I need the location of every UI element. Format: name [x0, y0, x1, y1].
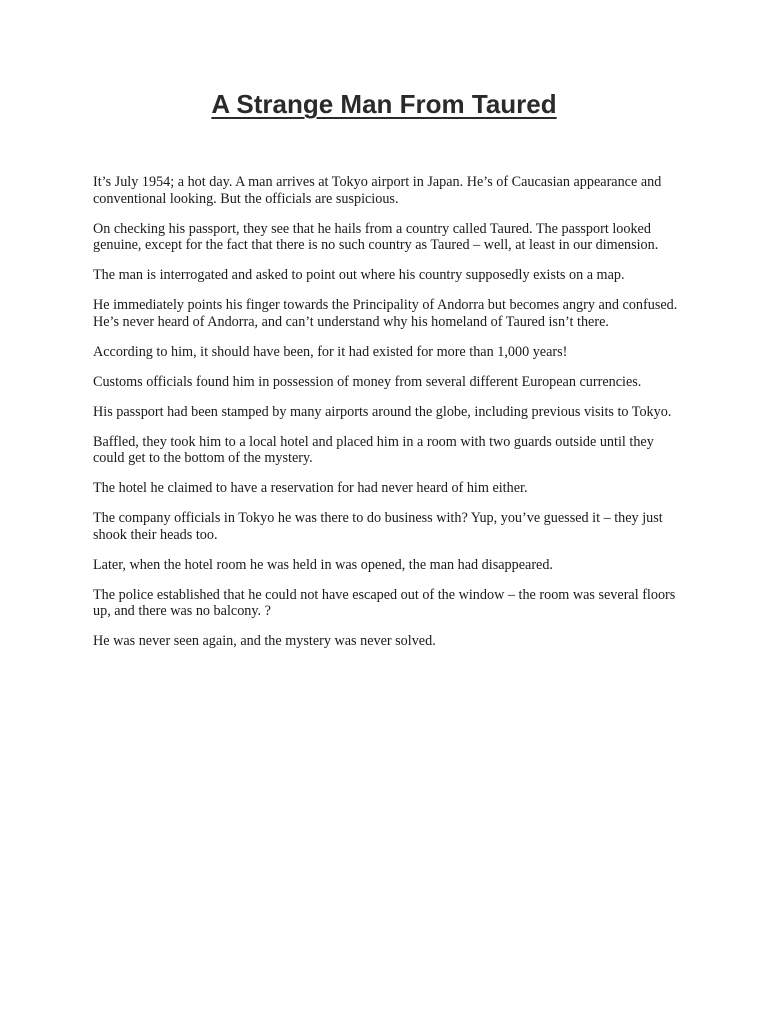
paragraph-2: On checking his passport, they see that he hails from a country called Taured. The passport looked genuine, except for the fact that there is no such country as Taured – well, at least in our dimension.	[93, 220, 659, 253]
paragraph-4: He immediately points his finger towards the Principality of Andorra but becomes angry and confused. He’s never heard of Andorra, and can’t understand why his homeland of Taured isn’t there.	[93, 297, 678, 330]
paragraph-3: The man is interrogated and asked to point out where his country supposedly exists on a map.	[93, 267, 625, 283]
page-title: A Strange Man From Taured	[211, 89, 557, 119]
paragraph-1: It’s July 1954; a hot day. A man arrives at Tokyo airport in Japan. He’s of Caucasian appearance and conventional looking. But the officials are suspicious.	[93, 174, 662, 207]
paragraph-10: The company officials in Tokyo he was there to do business with? Yup, you’ve guessed it – they just shook their heads too.	[93, 510, 663, 543]
paragraph-11: Later, when the hotel room he was held in was opened, the man had disappeared.	[93, 556, 553, 573]
paragraph-8: Baffled, they took him to a local hotel and placed him in a room with two guards outside until they could get to the bottom of the mystery.	[93, 433, 654, 466]
paragraph-12: The police established that he could not have escaped out of the window – the room was several floors up, and there was no balcony. ?	[93, 586, 676, 619]
paragraph-13: He was never seen again, and the mystery was never solved.	[93, 633, 436, 649]
paragraph-6: Customs officials found him in possession of money from several different European currencies.	[93, 373, 642, 390]
paragraph-7: His passport had been stamped by many airports around the globe, including previous visits to Tokyo.	[93, 403, 672, 420]
paragraph-5: According to him, it should have been, for it had existed for more than 1,000 years!	[93, 343, 568, 360]
document-body	[93, 174, 678, 663]
paragraph-9: The hotel he claimed to have a reservation for had never heard of him either.	[93, 480, 528, 496]
